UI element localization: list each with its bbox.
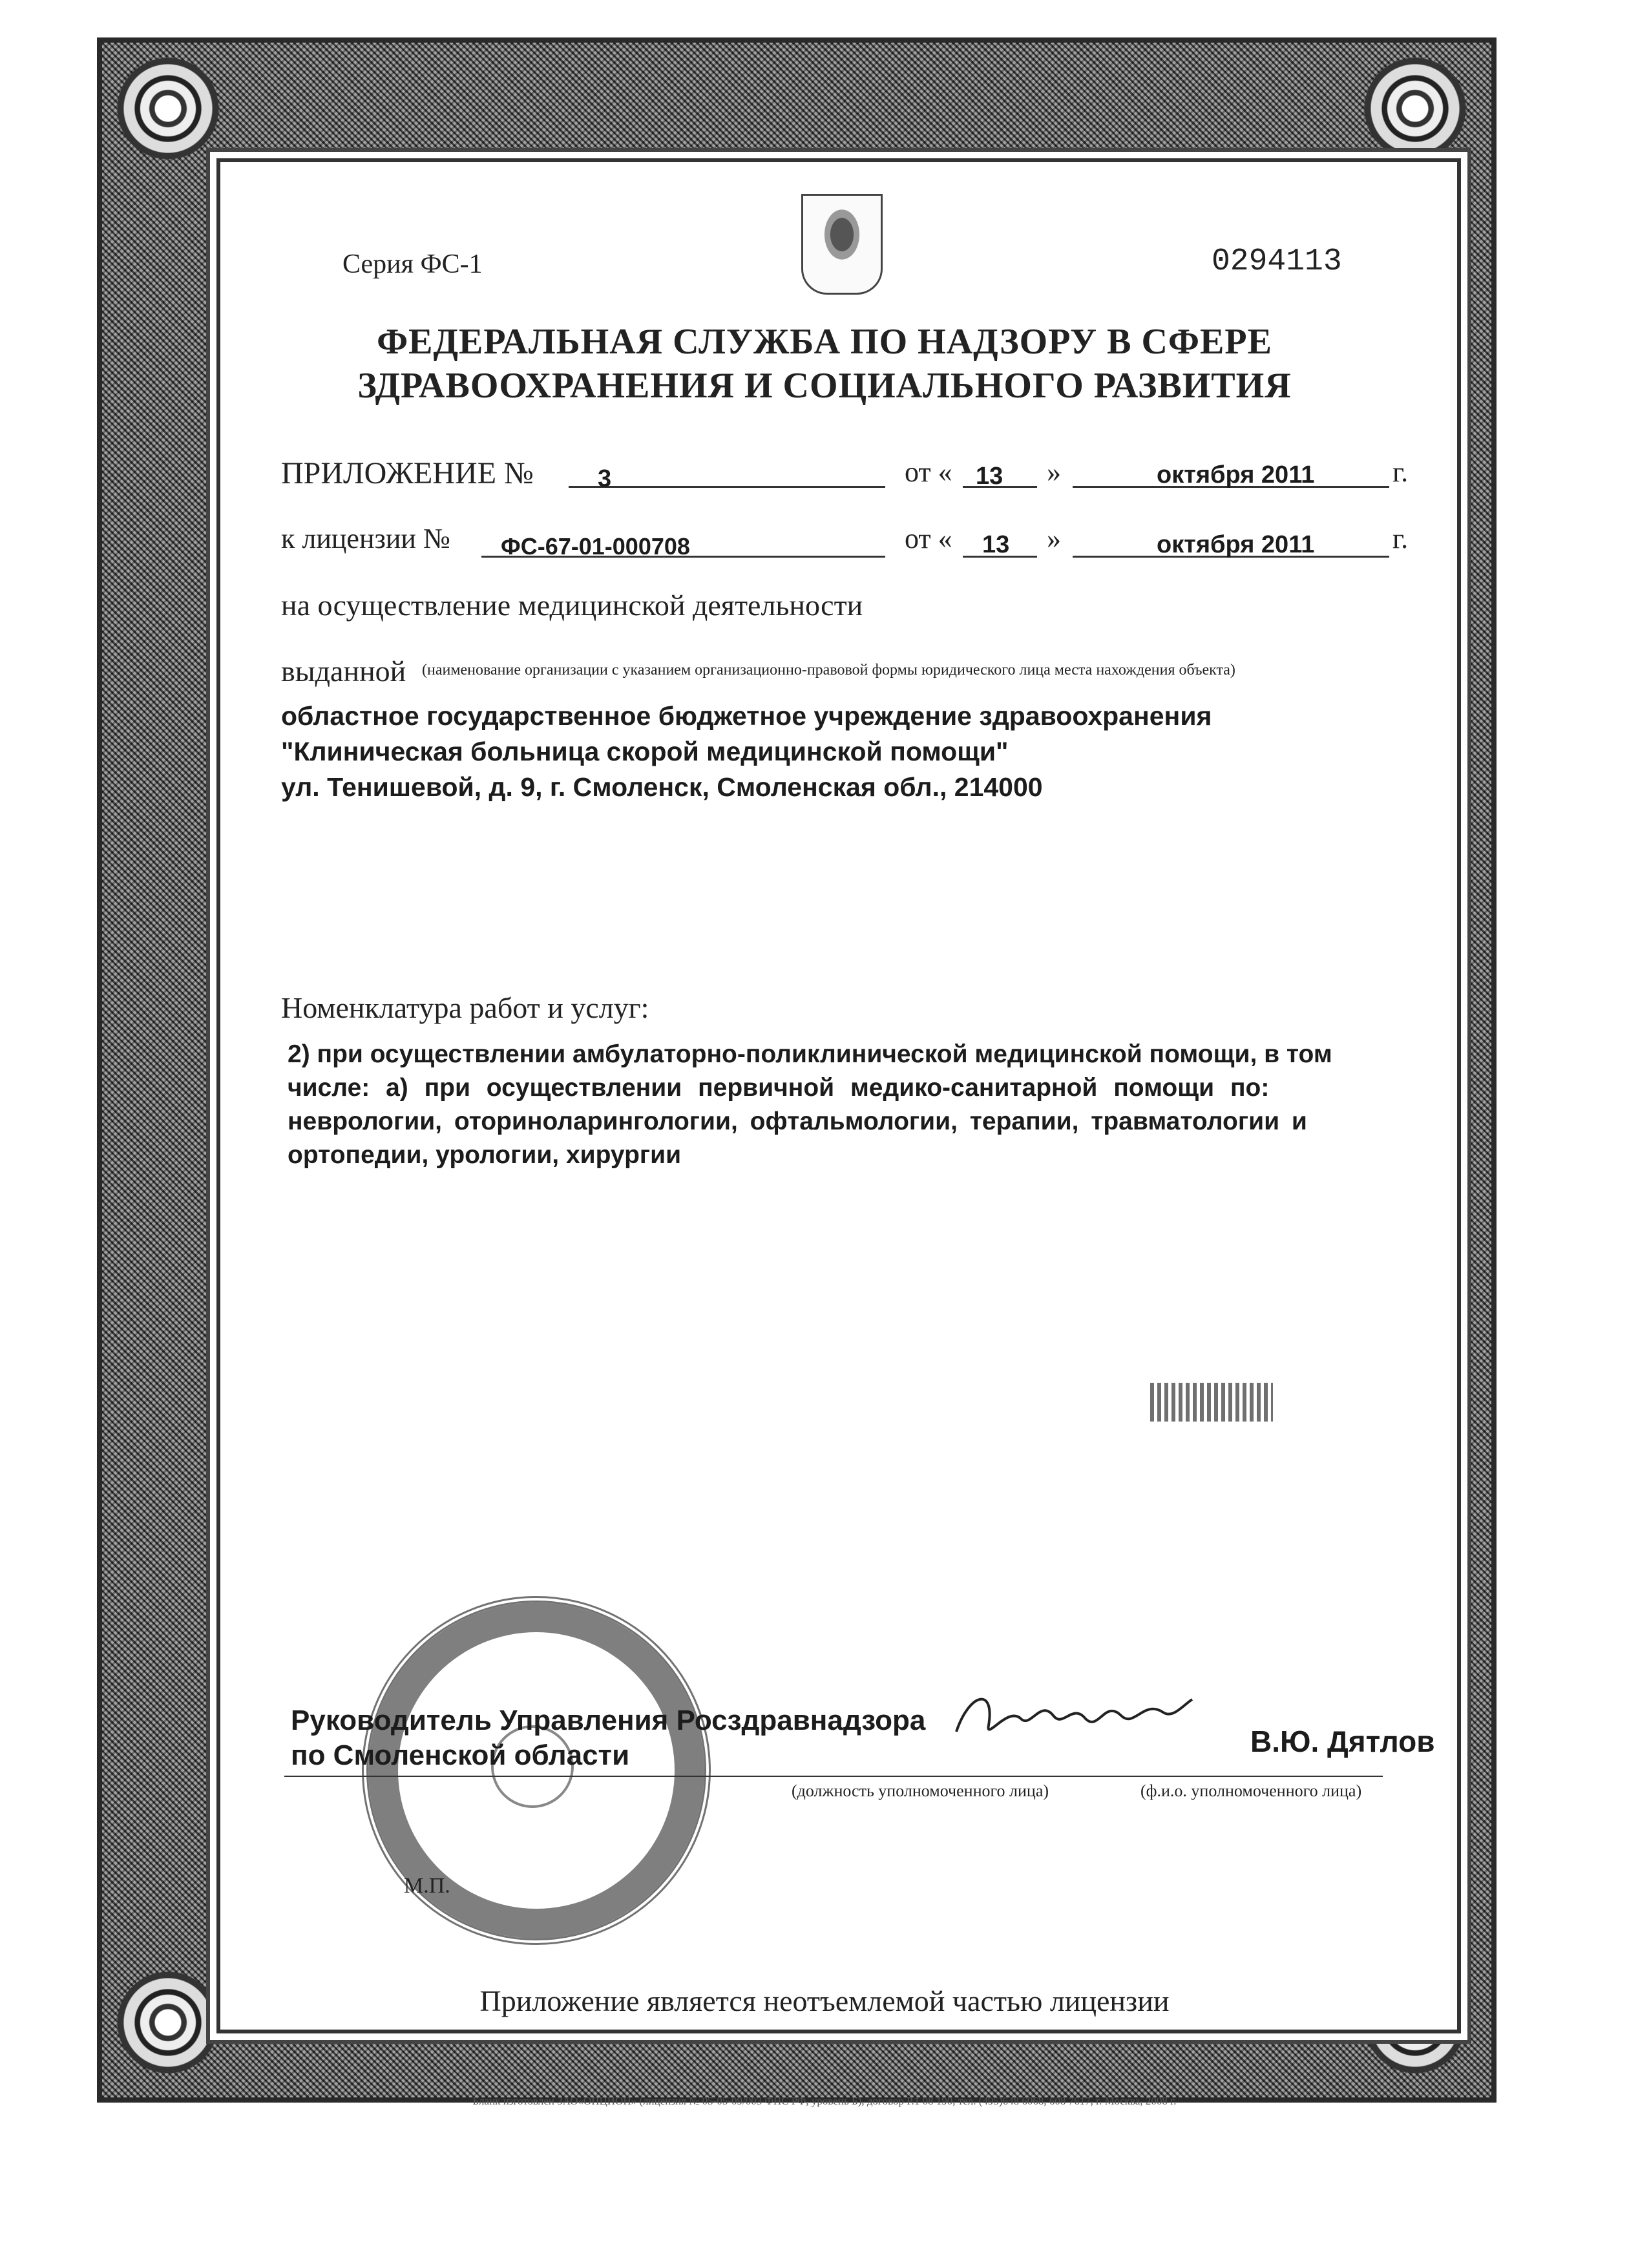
signatory-name: В.Ю. Дятлов bbox=[1250, 1725, 1435, 1758]
organization-address: ул. Тенишевой, д. 9, г. Смоленск, Смоленская обл., 214000 bbox=[281, 772, 1043, 802]
printer-info: Бланк изготовлен ЗАО«ОПЦИОН» (лицензия № 05-05-09/003 ФНС РФ, уровень Б), договор Р.1 08 190, тел. (495)648 6068, 608 7617, г. Москва, 2008 г. bbox=[472, 2095, 1177, 2107]
nomenclature-label: Номенклатура работ и услуг: bbox=[281, 991, 649, 1024]
issuer-title-line2: ЗДРАВООХРАНЕНИЯ И СОЦИАЛЬНОГО РАЗВИТИЯ bbox=[357, 366, 1292, 406]
issued-label: выданной bbox=[281, 655, 406, 688]
issuer-title-line1: ФЕДЕРАЛЬНАЯ СЛУЖБА ПО НАДЗОРУ В СФЕРЕ bbox=[377, 322, 1272, 362]
appendix-number: 3 bbox=[598, 465, 612, 492]
license-from: от « bbox=[905, 523, 952, 554]
license-label: к лицензии № bbox=[281, 523, 450, 554]
coat-of-arms-icon bbox=[801, 194, 883, 295]
corner-rosette-icon bbox=[103, 1958, 233, 2087]
series-label: Серия ФС-1 bbox=[342, 249, 483, 279]
organization-line1: областное государственное бюджетное учреждение здравоохранения bbox=[281, 701, 1212, 731]
appendix-month-year: октября 2011 bbox=[1157, 461, 1315, 488]
handwritten-signature bbox=[950, 1680, 1195, 1751]
form-number: 0294113 bbox=[1212, 244, 1342, 279]
appendix-year-suffix: г. bbox=[1392, 456, 1409, 488]
appendix-close-quote: » bbox=[1047, 456, 1061, 488]
nomenclature-line4: ортопедии, урологии, хирургии bbox=[288, 1141, 682, 1169]
appendix-from: от « bbox=[905, 456, 952, 488]
license-close-quote: » bbox=[1047, 523, 1061, 554]
caption-name: (ф.и.о. уполномоченного лица) bbox=[1140, 1781, 1362, 1800]
organization-line2: "Клиническая больница скорой медицинской помощи" bbox=[281, 737, 1009, 766]
issued-hint: (наименование организации с указанием организационно-правовой формы юридического лица места нахождения объекта) bbox=[422, 662, 1235, 678]
license-day: 13 bbox=[982, 531, 1010, 558]
license-number: ФС-67-01-000708 bbox=[501, 533, 690, 560]
appendix-number-line bbox=[569, 486, 885, 488]
corner-rosette-icon bbox=[103, 44, 233, 173]
nomenclature-line2: числе: а) при осуществлении первичной медико-санитарной помощи по: bbox=[288, 1074, 1270, 1102]
license-year-suffix: г. bbox=[1392, 523, 1409, 554]
license-month-year: октября 2011 bbox=[1157, 531, 1315, 558]
appendix-note: Приложение является неотъемлемой частью лицензии bbox=[479, 1984, 1170, 2017]
appendix-day: 13 bbox=[976, 463, 1003, 490]
signatory-position-line2: по Смоленской области bbox=[291, 1739, 630, 1771]
activity-text: на осуществление медицинской деятельности bbox=[281, 589, 863, 622]
appendix-label: ПРИЛОЖЕНИЕ № bbox=[281, 456, 534, 490]
nomenclature-line3: неврологии, оториноларингологии, офтальмологии, терапии, травматологии и bbox=[288, 1108, 1307, 1135]
scan-speckle bbox=[1150, 1383, 1273, 1422]
signature-rule bbox=[284, 1776, 1383, 1777]
nomenclature-line1: 2) при осуществлении амбулаторно-поликлинической медицинской помощи, в том bbox=[288, 1040, 1332, 1068]
signatory-position-line1: Руководитель Управления Росздравнадзора bbox=[291, 1705, 926, 1736]
corner-rosette-icon bbox=[1350, 44, 1480, 173]
caption-position: (должность уполномоченного лица) bbox=[792, 1781, 1049, 1800]
seal-place-mark: М.П. bbox=[404, 1874, 450, 1898]
